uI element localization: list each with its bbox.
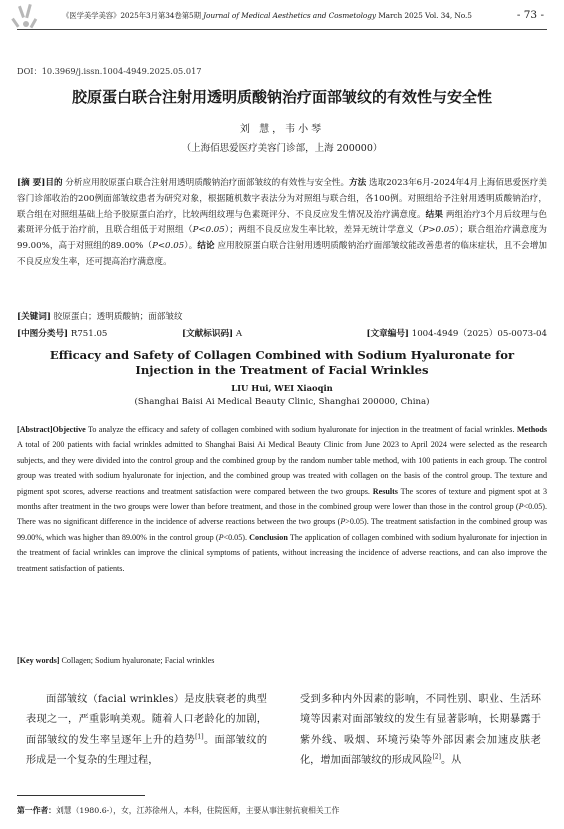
keywords-cn-label: [关键词]	[17, 312, 51, 322]
abstract-en-method-label: Methods	[516, 425, 547, 434]
abstract-en-label: [Abstract]	[17, 425, 53, 434]
journal-logo-icon	[10, 4, 44, 32]
running-header	[62, 10, 472, 21]
footnote-label: 第一作者：	[17, 806, 56, 815]
abstract-cn-conclusion: 应用胶原蛋白联合注射用透明质酸钠治疗面部皱纹能改善患者的临床症状，且不会增加不良反应发生率，还可提高治疗满意度。	[17, 241, 547, 267]
body-column-right	[300, 690, 541, 771]
abstract-en-result-part: <0.05).	[223, 532, 247, 542]
keywords-cn	[17, 310, 183, 322]
p-value: P<0.05	[192, 225, 225, 236]
footnote-divider	[17, 795, 145, 796]
journal-name-en: Journal of Medical Aesthetics and Cosmetology	[203, 11, 376, 20]
authors-cn: 刘 慧，韦小琴	[239, 124, 325, 135]
keywords-cn-text: 胶原蛋白；透明质酸钠；面部皱纹	[53, 312, 183, 322]
document-code-label: [文献标识码]	[182, 329, 234, 339]
journal-issue-en: March 2025 Vol. 34, No.5	[378, 11, 472, 20]
keywords-en-text: Collagen; Sodium hyaluronate; Facial wrinkles	[61, 656, 215, 665]
abstract-en-result-part: <0.05). There was no significant difference in the incidence of adverse reactions between the two groups (	[17, 502, 547, 527]
keywords-en-label: [Key words]	[17, 656, 60, 665]
body-column-left	[26, 690, 267, 771]
body-text: 受到多种内外因素的影响，不同性别、职业、生活环境等因素对面部皱纹的发生有显著影响，长期暴露于紫外线、吸烟、环境污染等外部因素会加速皮肤老化，增加面部皱纹的形成风险	[300, 694, 541, 766]
abstract-cn-method-label: 方法	[349, 178, 367, 188]
authors-en: LIU Hui, WEI Xiaoqin	[231, 383, 333, 393]
clc-number	[17, 327, 107, 339]
journal-name-cn: 《医学美学美容》2025年3月第34卷第5期	[62, 11, 201, 20]
body-text: 面部皱纹（facial wrinkles）是皮肤衰老的典型表现之一，严重影响美观。随着人口老龄化的加剧，面部皱纹的发生率呈逐年上升的趋势	[26, 694, 267, 746]
article-number-label: [文章编号]	[366, 329, 409, 339]
doi: DOI：10.3969/j.issn.1004-4949.2025.05.017	[17, 66, 202, 76]
body-text: 。从	[440, 754, 462, 766]
p-value: P<0.05	[152, 241, 185, 252]
abstract-cn-result-part: ）；两组不良反应发生率比较，差异无统计学意义（	[224, 225, 423, 236]
abstract-en-objective: To analyze the efficacy and safety of collagen combined with sodium hyaluronate for injection in the treatment of facial wrinkles.	[88, 425, 515, 434]
footnote-text: 刘慧（1980.6-），女，江苏徐州人，本科，住院医师，主要从事注射抗衰相关工作	[55, 806, 340, 815]
affiliation-cn: （上海佰思爱医疗美容门诊部，上海 200000）	[181, 143, 383, 154]
abstract-cn	[17, 176, 547, 271]
abstract-cn-result-part: ）。	[184, 241, 198, 252]
abstract-en-result-part: >0.05). The treatment satisfaction in the combined group was 99.00%, which was higher than 89.00% in the control group (	[17, 517, 547, 542]
clc-value: R751.05	[70, 329, 108, 339]
abstract-en-result-part: The scores of texture and pigment spot at 3 months after treatment in the two groups were lower than before treatment, and those in the combined group were lower than those in the control group (	[17, 486, 547, 512]
document-code-value: A	[235, 329, 243, 339]
article-number-value: 1004-4949（2025）05-0073-04	[411, 329, 547, 339]
citation-ref[interactable]: [2]	[432, 753, 441, 761]
p-value: P>0.05	[422, 225, 455, 236]
article-title-cn: 胶原蛋白联合注射用透明质酸钠治疗面部皱纹的有效性与安全性	[71, 88, 492, 106]
body-text: 。面部皱纹的形成是一个复杂的生理过程，	[26, 734, 268, 766]
p-symbol: P	[340, 517, 346, 527]
abstract-cn-result-part: 两组治疗3个月后纹理与色素斑评分低于治疗前，且联合组低于对照组（	[17, 209, 547, 236]
abstract-cn-result-part: ）；联合组治疗满意度为99.00%，高于对照组的89.00%（	[17, 225, 547, 252]
citation-ref[interactable]: [1]	[195, 733, 204, 741]
clc-label: [中图分类号]	[17, 329, 69, 339]
abstract-en-result-label: Results	[372, 486, 398, 496]
page-number: - 73 -	[516, 9, 544, 21]
keywords-en	[17, 656, 214, 665]
abstract-cn-result-label: 结果	[425, 209, 444, 220]
article-number	[366, 327, 547, 339]
abstract-en-method: A total of 200 patients with facial wrinkles admitted to Shanghai Baisi Ai Medical Beauty Clinic from June 2023 to April 2024 were selected as the research subjects, and they were divided into the control group and the combined group by the random number table method, with 100 patients in each group. The control group was treated with sodium hyaluronate for injection, and the combined group was treated with collagen on the basis of the control group. The texture and pigment spot scores, adverse reactions and treatment satisfaction were compared between the two groups.	[17, 440, 547, 496]
abstract-cn-method: 选取2023年6月-2024年4月上海佰思爱医疗美容门诊部收治的200例面部皱纹患者为研究对象，根据随机数字表法分为对照组与联合组，各100例。对照组给予注射用透明质酸钠治疗，联合组在对照组基础上给予胶原蛋白治疗，比较两组纹理与色素斑评分、不良反应发生情况及治疗满意度。	[17, 178, 547, 220]
abstract-cn-objective-label: 目的	[45, 178, 63, 188]
p-symbol: P	[218, 532, 224, 542]
abstract-en-conclusion-label: Conclusion	[249, 532, 288, 542]
abstract-en-objective-label: Objective	[52, 425, 86, 434]
document-code	[182, 327, 242, 339]
abstract-en-conclusion: The application of collagen combined with sodium hyaluronate for injection in the treatment of facial wrinkles can improve the clinical symptoms of patients, without increasing the incidence of adverse reactions, and can also improve the treatment satisfaction of patients.	[17, 532, 547, 573]
abstract-cn-label: [摘 要]	[17, 178, 46, 188]
abstract-en	[17, 422, 547, 576]
footnote	[17, 805, 339, 816]
abstract-cn-conclusion-label: 结论	[197, 241, 215, 252]
p-symbol: P	[518, 502, 524, 512]
abstract-cn-objective: 分析应用胶原蛋白联合注射用透明质酸钠治疗面部皱纹的有效性与安全性。	[65, 178, 350, 188]
article-title-en: Efficacy and Safety of Collagen Combined with Sodium Hyaluronate for Injection in the Treatment of Facial Wrinkles	[49, 348, 515, 377]
header-divider	[17, 29, 547, 30]
affiliation-en: (Shanghai Baisi Ai Medical Beauty Clinic, Shanghai 200000, China)	[134, 397, 430, 407]
